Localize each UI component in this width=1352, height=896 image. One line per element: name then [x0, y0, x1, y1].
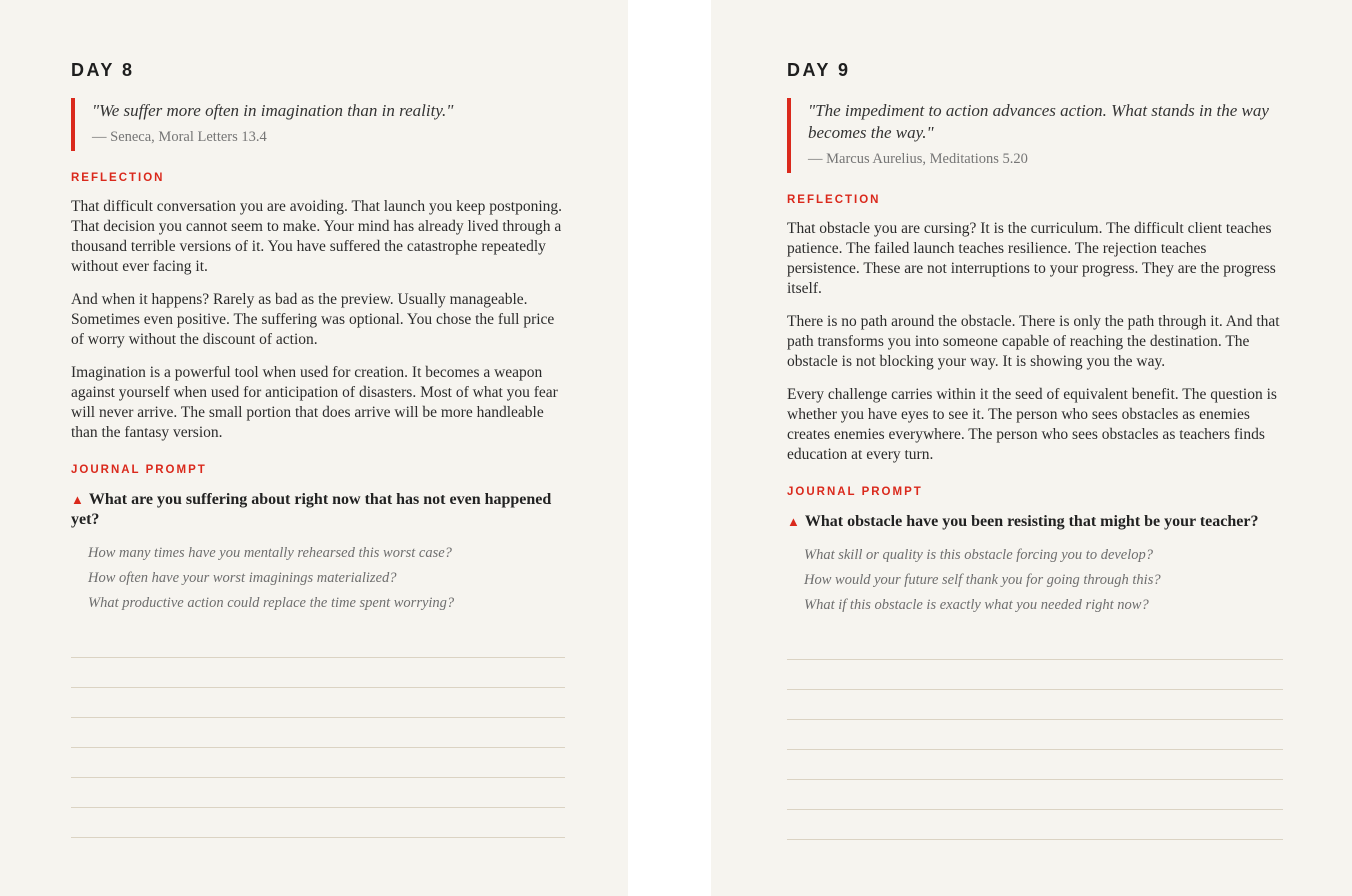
sub-question: What if this obstacle is exactly what you needed right now? [804, 597, 1149, 613]
quote-block [71, 98, 565, 151]
triangle-bullet-icon: ▲ [71, 492, 84, 507]
writing-line [71, 778, 565, 808]
day-title: DAY 8 [71, 60, 135, 80]
writing-line [71, 808, 565, 838]
quote-attribution: — Seneca, Moral Letters 13.4 [92, 129, 267, 145]
quote-attribution: — Marcus Aurelius, Meditations 5.20 [808, 151, 1028, 167]
writing-line [787, 720, 1283, 750]
reflection-label: REFLECTION [71, 172, 165, 184]
triangle-bullet-icon: ▲ [787, 514, 800, 529]
writing-line [71, 688, 565, 718]
prompt-question [71, 490, 565, 530]
page-day-8 [0, 0, 628, 896]
quote-block [787, 98, 1283, 173]
reflection-paragraph: Every challenge carries within it the seed of equivalent benefit. The question is whether you have eyes to see it. The person who sees obstacles as enemies creates enemies everywhere. The person who sees obstacles as teachers finds education at every turn. [787, 386, 1277, 463]
sub-question: What productive action could replace the time spent worrying? [88, 595, 455, 611]
writing-lines [71, 628, 565, 838]
reflection-paragraph: Imagination is a powerful tool when used for creation. It becomes a weapon against yourself when used for anticipation of disasters. Most of what you fear will never arrive. The small portion that does arrive will be more handleable than the fantasy version. [71, 364, 558, 441]
writing-line [787, 750, 1283, 780]
prompt-question-text: What obstacle have you been resisting that might be your teacher? [804, 513, 1259, 530]
day-title: DAY 9 [787, 60, 851, 80]
writing-line [71, 628, 565, 658]
writing-line [71, 748, 565, 778]
reflection-paragraph: That obstacle you are cursing? It is the curriculum. The difficult client teaches patience. The failed launch teaches resilience. The rejection teaches persistence. These are not interruptions to your progress. They are the progress itself. [787, 220, 1276, 297]
reflection-paragraph: And when it happens? Rarely as bad as the preview. Usually manageable. Sometimes even positive. The suffering was optional. You chose the full price of worry without the discount of action. [71, 291, 555, 348]
reflection-paragraph: That difficult conversation you are avoiding. That launch you keep postponing. That decision you cannot seem to make. Your mind has already lived through a thousand terrible versions of it. You have suffered the catastrophe repeatedly without ever facing it. [71, 198, 563, 275]
quote-text: "We suffer more often in imagination than in reality." [92, 101, 454, 120]
writing-line [787, 660, 1283, 690]
writing-line [71, 718, 565, 748]
writing-line [787, 690, 1283, 720]
quote-text: "The impediment to action advances action. What stands in the way becomes the way." [808, 101, 1269, 142]
sub-question: How often have your worst imaginings materialized? [88, 570, 397, 586]
journal-prompt-label: JOURNAL PROMPT [71, 464, 207, 476]
writing-line [787, 810, 1283, 840]
reflection-paragraph: There is no path around the obstacle. There is only the path through it. And that path transforms you into someone capable of reaching the destination. The obstacle is not blocking your way. It is showing you the way. [787, 313, 1280, 370]
reflection-label: REFLECTION [787, 194, 881, 206]
writing-line [787, 780, 1283, 810]
sub-question: How would your future self thank you for going through this? [804, 572, 1161, 588]
journal-prompt-label: JOURNAL PROMPT [787, 486, 923, 498]
sub-question: What skill or quality is this obstacle forcing you to develop? [804, 547, 1154, 563]
prompt-question [787, 512, 1283, 532]
writing-line [787, 630, 1283, 660]
page-day-9 [711, 0, 1352, 896]
writing-line [71, 658, 565, 688]
sub-questions [787, 543, 1283, 618]
sub-question: How many times have you mentally rehearsed this worst case? [88, 545, 452, 561]
prompt-question-text: What are you suffering about right now that has not even happened yet? [71, 491, 552, 528]
writing-lines [787, 630, 1283, 840]
sub-questions [71, 541, 565, 616]
page-gutter [628, 0, 711, 896]
